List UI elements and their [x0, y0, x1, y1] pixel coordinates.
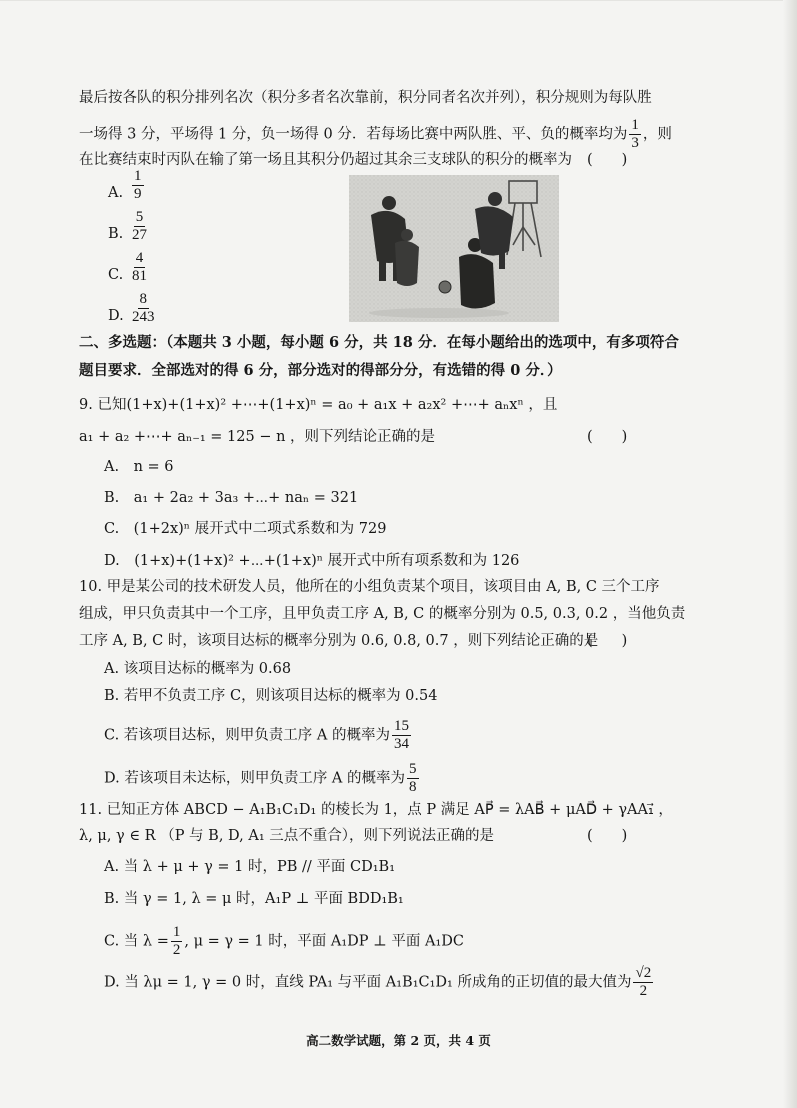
- q8-answer-paren: ( ): [587, 152, 628, 168]
- q10-option-a: A. 该项目达标的概率为 0.68: [104, 661, 292, 677]
- q11-option-c-fraction: $\frac{1}{2}$: [172, 924, 181, 958]
- page-footer: 高二数学试题，第 2 页，共 4 页: [306, 1033, 491, 1048]
- q9-option-d: D. (1+x)+(1+x)² +⋯+(1+x)ⁿ 展开式中所有项系数和为 126: [104, 553, 520, 569]
- q10-stem-line-3: 工序 A, B, C 时，该项目达标的概率分别为 0.6, 0.8, 0.7 ，则下列结论正确的是: [79, 633, 599, 649]
- q11-option-a: A. 当 λ + μ + γ = 1 时，PB // 平面 CD₁B₁: [104, 859, 396, 875]
- cuju-painting-image: [349, 175, 559, 322]
- q11-option-b: B. 当 γ = 1, λ = μ 时，A₁P ⊥ 平面 BDD₁B₁: [104, 891, 404, 907]
- q9-stem-line-1: 9. 已知(1+x)+(1+x)² +⋯+(1+x)ⁿ = a₀ + a₁x + a₂x² +⋯+ aₙxⁿ ，且: [79, 397, 558, 413]
- q11-stem-line-1: 11. 已知正方体 ABCD − A₁B₁C₁D₁ 的棱长为 1，点 P 满足 AP⃗ = λAB⃗ + μAD⃗ + γAA₁⃗ ，: [79, 802, 673, 818]
- q10-stem-line-2: 组成，甲只负责其中一个工序，且甲负责工序 A, B, C 的概率分别为 0.5, 0.3, 0.2 ，当他负责: [79, 606, 686, 622]
- q8-option-c-value: $\frac{4}{81}$: [132, 250, 147, 284]
- q10-option-c-fraction: $\frac{15}{34}$: [393, 718, 409, 752]
- q8-option-a-label: A.: [108, 185, 124, 201]
- q10-answer-paren: ( ): [587, 633, 628, 649]
- q8-option-b-value: $\frac{5}{27}$: [132, 209, 147, 243]
- q11-answer-paren: ( ): [587, 828, 628, 844]
- q11-option-d-fraction: $\frac{√2}{2}$: [635, 965, 652, 999]
- q9-option-c: C. (1+2x)ⁿ 展开式中二项式系数和为 729: [104, 521, 387, 537]
- q9-answer-paren: ( ): [587, 429, 628, 445]
- q11-option-c: C. 当 λ = $\frac{1}{2}$ , μ = γ = 1 时，平面 A₁DP ⊥ 平面 A₁DC: [104, 924, 464, 958]
- q9-option-a: A. n = 6: [104, 459, 174, 475]
- q9-option-b: B. a₁ + 2a₂ + 3a₃ +⋯+ naₙ = 321: [104, 490, 359, 506]
- q9-stem-line-2: a₁ + a₂ +⋯+ aₙ₋₁ = 125 − n ，则下列结论正确的是: [79, 429, 436, 445]
- q8-line-2: 一场得 3 分，平场得 1 分，负一场得 0 分．若每场比赛中两队胜、平、负的概率均为 $\frac{1}{3}$ ，则: [79, 117, 672, 151]
- q11-stem-line-2: λ, μ, γ ∈ R （P 与 B, D, A₁ 三点不重合），则下列说法正确的是: [79, 828, 495, 844]
- q8-option-a-value: $\frac{1}{9}$: [134, 168, 142, 202]
- scan-shadow: [783, 0, 797, 1108]
- q8-option-d-label: D.: [108, 308, 124, 324]
- section-2-heading-line-2: 题目要求．全部选对的得 6 分，部分选对的得部分分，有选错的得 0 分．）: [79, 362, 562, 379]
- q8-prob-fraction: $\frac{1}{3}$: [631, 117, 639, 151]
- q8-option-c-label: C.: [108, 267, 124, 283]
- q8-option-d-value: $\frac{8}{243}$: [132, 291, 155, 325]
- q10-stem-line-1: 10. 甲是某公司的技术研发人员，他所在的小组负责某个项目，该项目由 A, B, C 三个工序: [79, 579, 660, 595]
- q8-line-1: 最后按各队的积分排列名次（积分多者名次靠前，积分同者名次并列），积分规则为每队胜: [79, 90, 652, 106]
- q11-option-d: D. 当 λμ = 1, γ = 0 时，直线 PA₁ 与平面 A₁B₁C₁D₁ 所成角的正切值的最大值为 $\frac{√2}{2}$: [104, 965, 652, 999]
- section-2-heading-line-1: 二、多选题：（本题共 3 小题，每小题 6 分，共 18 分．在每小题给出的选项中，有多项符合: [79, 334, 679, 351]
- q10-option-b: B. 若甲不负责工序 C，则该项目达标的概率为 0.54: [104, 688, 438, 704]
- q10-option-c: C. 若该项目达标，则甲负责工序 A 的概率为 $\frac{15}{34}$: [104, 718, 409, 752]
- q10-option-d-fraction: $\frac{5}{8}$: [409, 761, 417, 795]
- q8-line-3: 在比赛结束时丙队在输了第一场且其积分仍超过其余三支球队的积分的概率为: [79, 152, 572, 168]
- q10-option-d: D. 若该项目未达标，则甲负责工序 A 的概率为 $\frac{5}{8}$: [104, 761, 417, 795]
- scan-edge: [0, 0, 797, 1]
- q8-option-b-label: B.: [108, 226, 124, 242]
